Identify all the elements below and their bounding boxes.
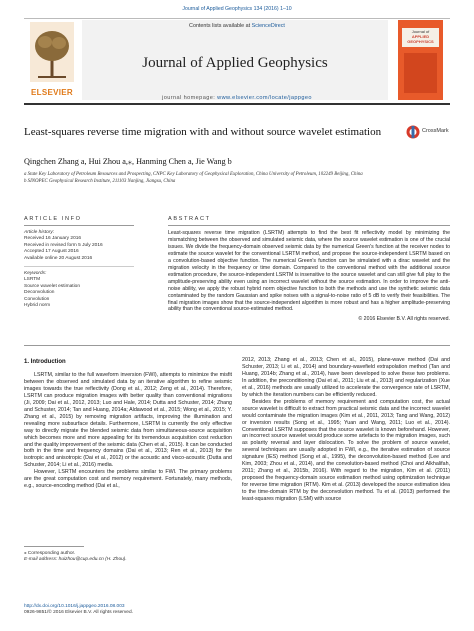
intro-left-column [24, 372, 232, 490]
footnote [24, 551, 232, 564]
intro-paragraph: However, LSRTM encounters the problems similar to FWI. The primary problems are the great computation cost and memory requirement. Fortunately, many methods, e.g., source-encoding method (Dai et al., [24, 469, 232, 490]
affiliations [24, 172, 444, 185]
cover-line-3: GEOPHYSICS [407, 39, 434, 44]
article-info-rule [24, 225, 134, 226]
cover-image [404, 53, 437, 93]
crossmark-badge[interactable] [406, 124, 448, 140]
article-info [24, 216, 134, 309]
cover-line-2: APPLIED [411, 34, 430, 39]
article-info-heading: ARTICLE INFO [24, 216, 82, 222]
intro-heading: 1. Introduction [24, 359, 66, 365]
contents-prefix: Contents lists available at [189, 23, 252, 29]
intro-paragraph: LSRTM, similar to the full waveform inversion (FWI), attempts to minimize the misfit between the observed and simulated data by an iterative algorithm to refine seismic images towards the true reflectivity (Dong et al., 2012; Zeng et al., 2014). Therefore, LSRTM can produce migration images with better quality than conventional migrations (Ji, 2009; Dai et al., 2012, 2013; Luo and Hale, 2014; Dutta and Schuster, 2014; Zhang and Schuster, 2014; Tan and Huang, 2014a; Aldawood et al., 2015; Wong et al., 2015; Y. Zhang et al., 2015) by removing migration artifacts, improving the illumination and revealing more subsurface details. Furthermore, LSRTM is currently the only effective way to directly migrate the blended seismic data from simultaneous-source acquisition which becomes more and more appealing for its tremendous acquisition cost reduction and the quality improvement of the seismic data (Chen et al., 2015). It can be conducted both in the time and frequency domains (Dai et al., 2013; Ren et al., 2013) for the isotropic and anisotropic (Dai et al., 2012) or the acoustic and visco-acoustic (Dutta and Schuster, 2014; Li et al., 2016) media. [24, 372, 232, 469]
header-rule [24, 103, 450, 105]
keywords-label: Keywords: [24, 271, 47, 277]
affiliation-b: b SINOPEC Geophysical Research Institute, 211103 Nanjing, Jiangsu, China [24, 178, 176, 184]
page-footer [24, 604, 324, 617]
history-online: Available online 20 August 2016 [24, 255, 93, 261]
keyword-item: Hybrid norm [24, 303, 51, 309]
affiliation-a: a State Key Laboratory of Petroleum Resources and Prospecting, CNPC Key Laboratory of Geophysical Exploration, China University of Petroleum, 102249 Beijing, China [24, 172, 363, 177]
journal-citation[interactable]: Journal of Applied Geophysics 134 (2016) 1–10 [182, 6, 292, 12]
intro-paragraph: Besides the problems of memory requirement and computation cost, the actual source wavelet is difficult to extract from practical seismic data and the incorrect wavelet would contaminate the migration images (Kim et al., 2011, 2013; Tang and Wang, 2012) or inversion results (Song et al., 1995; Yuan and Wang, 2011; Luo et al., 2014). Conventional LSRTM supposes that the source wavelet is known beforehand. However, an incorrect source wavelet would produce some artefacts to the migration images, such as polarity reversal and layer dislocation. To solve the problem of source wavelet, several techniques are usually adopted in FWI, e.g., the iterative estimation of source signature (IES) method (Song et al., 1995), the deconvolution-based method (Lee and Kim, 2003; Zhou et al., 2014), and the convolution-based method (Choi and Alkhalifah, 2011; Zhang et al., 2015b, 2016). With regard to the migration, Kim et al. (2011) proposed the frequency-domain source estimation method using optimization technique for reverse time migration (RTM). Kim et al. (2013) developed the source estimation idea to the time-domain RTM by the deconvolution method. Tu et al. (2013) performed the least-squares migration (LSM) with source [242, 398, 450, 503]
intro-paragraph: 2012, 2013; Zhang et al., 2013; Chen et al., 2015), plane-wave method (Dai and Schuster, 2013; Li et al., 2014) and boundary-wavefield extrapolation method (Tan and Huang, 2014b; Zhang et al., 2014), have been developed to solve these two problems. In addition, the preconditioning (Dai et al., 2011; Liu et al., 2013) and regularization (Xue et al., 2016) methods are usually utilized to accelerate the convergence rate of LSRTM, by which the iteration numbers can be efficiently reduced. [242, 357, 450, 398]
doi-link[interactable]: http://dx.doi.org/10.1016/j.jappgeo.2016.08.003 [24, 604, 125, 609]
abstract-bottom-rule [24, 345, 450, 346]
abstract-rule [168, 225, 450, 226]
history-label: Article history: [24, 230, 55, 235]
keyword-item: Convolution [24, 296, 50, 302]
corresponding-author: ⁎ Corresponding author. [24, 551, 76, 556]
intro-right-column [242, 357, 450, 503]
crossmark-icon [406, 125, 420, 139]
history-revised: Received in revised form 5 July 2016 [24, 242, 103, 248]
history-received: Received 16 January 2016 [24, 236, 82, 242]
header-divider [24, 18, 450, 19]
journal-homepage [0, 95, 474, 101]
cover-line-1: Journal of [411, 29, 430, 34]
homepage-link[interactable]: www.elsevier.com/locate/jappgeo [217, 95, 312, 101]
elsevier-wordmark: ELSEVIER [31, 88, 73, 97]
sciencedirect-link[interactable]: ScienceDirect [251, 23, 285, 29]
author-list: Qingchen Zhang a, Hui Zhou a,⁎, Hanming Chen a, Jie Wang b [24, 157, 232, 166]
history-accepted: Accepted 17 August 2016 [24, 249, 79, 255]
article-title: Least-squares reverse time migration with and without source wavelet estimation [24, 126, 382, 138]
keyword-item: Deconvolution [24, 290, 55, 296]
abstract-text: Least-squares reverse time migration (LSRTM) attempts to find the best fit reflectivity model by minimizing the mismatching between the observed and simulated seismic data, where the source wavelet estimation is one of the crucial issues. We divide the frequency-domain observed seismic data by the numerical Green's function at the receiver nodes to estimate the source wavelet for the conventional LSRTM method, and propose the source-independent LSRTM based on a convolution-based objective function. The numerical Green's function can be simulated with a dirac wavelet and the migration velocity in the frequency or time domain. Compared to the conventional method with the additional source estimation procedure, the source-independent LSRTM is insensitive to the source wavelet and can still give full play to the amplitude-preserving ability even using an incorrect wavelet without the source estimation. In order to improve the anti-noise ability, we apply the robust hybrid norm objective function to both the methods and use the synthetic seismic data contaminated by the random Gaussian and spike noises with a signal-to-noise ratio of 5 dB to verify their feasibilities. The final migration images show that the source-independent algorithm is more robust and has a higher amplitude-preserving ability than the conventional source-estimated method. [168, 230, 450, 313]
crossmark-label: CrossMark [422, 128, 449, 134]
footnote-rule [24, 546, 84, 547]
elsevier-tree-logo [30, 22, 74, 82]
keyword-item: Source wavelet estimation [24, 283, 80, 289]
issn-line: 0926-9851/© 2016 Elsevier B.V. All rights reserved. [24, 610, 133, 616]
journal-name: Journal of Applied Geophysics [142, 55, 328, 71]
homepage-prefix: journal homepage: [162, 95, 218, 101]
keywords-rule [24, 266, 134, 267]
cover-title-box [402, 28, 439, 47]
journal-cover[interactable] [398, 20, 443, 100]
keyword-item: LSRTM [24, 277, 41, 283]
abstract-heading: ABSTRACT [168, 216, 211, 222]
abstract-copyright: © 2016 Elsevier B.V. All rights reserved. [358, 316, 450, 323]
abstract [168, 216, 450, 322]
author-email[interactable]: E-mail address: huizhou@cup.edu.cn (H. Zhou). [24, 557, 127, 563]
